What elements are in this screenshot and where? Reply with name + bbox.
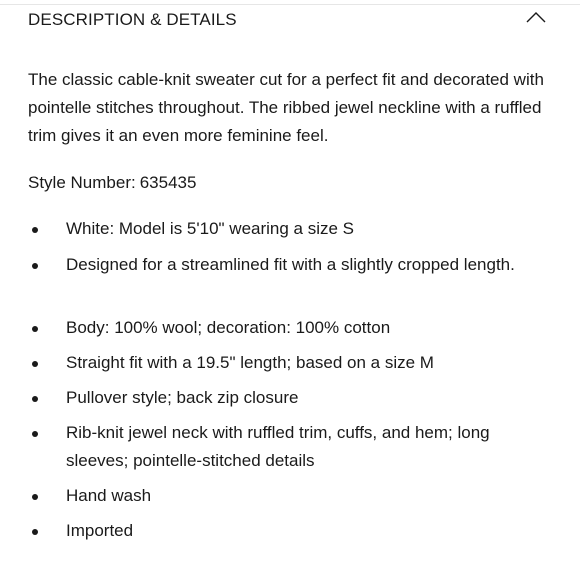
detail-text: Rib-knit jewel neck with ruffled trim, cuffs, and hem; long sleeves; pointelle-stitched details	[66, 423, 490, 470]
product-description: The classic cable-knit sweater cut for a perfect fit and decorated with pointelle stitches throughout. The ribbed jewel neckline with a ruffled trim gives it an even more feminine feel.	[28, 70, 544, 145]
bullet-icon	[32, 263, 38, 269]
bullet-icon	[32, 227, 38, 233]
bullet-icon	[32, 396, 38, 402]
section-title: DESCRIPTION & DETAILS	[28, 10, 237, 29]
detail-text: Designed for a streamlined fit with a slightly cropped length.	[66, 255, 515, 274]
bullet-icon	[32, 326, 38, 332]
bullet-icon	[32, 494, 38, 500]
detail-text: Pullover style; back zip closure	[66, 388, 299, 407]
style-number-value: 635435	[139, 173, 197, 192]
bullet-icon	[32, 361, 38, 367]
description-details-toggle[interactable]	[28, 8, 552, 32]
bullet-icon	[32, 529, 38, 535]
detail-text: Body: 100% wool; decoration: 100% cotton	[66, 318, 391, 337]
style-number	[28, 170, 196, 196]
section-divider	[0, 4, 580, 5]
detail-text: White: Model is 5'10" wearing a size S	[66, 219, 355, 238]
detail-text: Hand wash	[66, 486, 152, 505]
bullet-icon	[32, 431, 38, 437]
chevron-up-icon[interactable]	[525, 10, 547, 24]
style-number-label: Style Number:	[28, 173, 136, 192]
detail-text: Straight fit with a 19.5" length; based on a size M	[66, 353, 434, 372]
detail-text: Imported	[66, 521, 134, 540]
